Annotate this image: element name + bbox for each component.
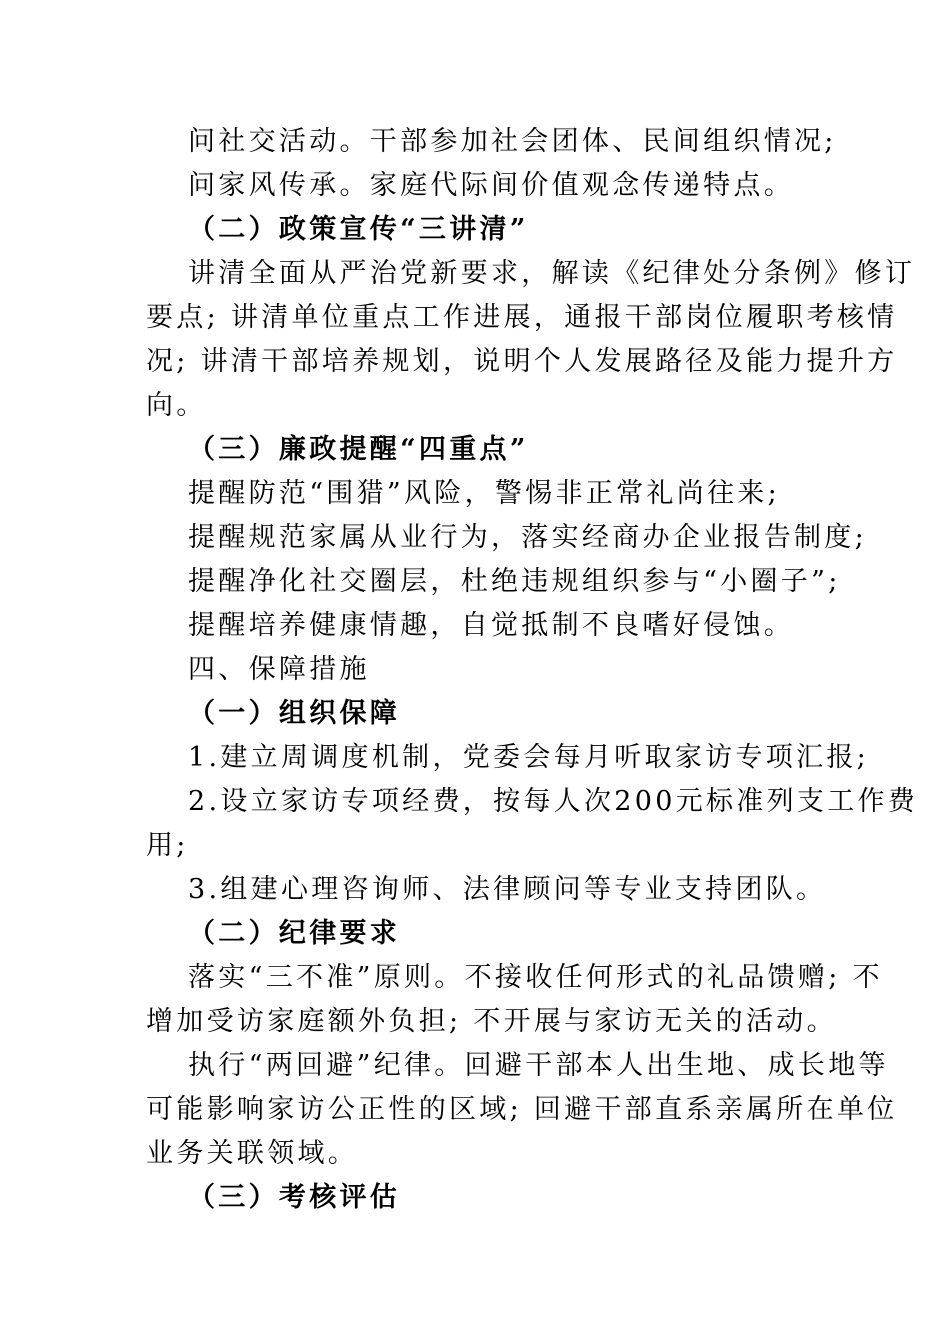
paragraph-line: 可能影响家访公正性的区域; 回避干部直系亲属所在单位 — [146, 1094, 898, 1125]
chapter-heading: 四、保障措施 — [188, 654, 370, 685]
paragraph-line: 提醒规范家属从业行为，落实经商办企业报告制度; — [188, 522, 867, 553]
paragraph-line: 况; 讲清干部培养规划，说明个人发展路径及能力提升方 — [146, 346, 898, 377]
paragraph-line: 提醒净化社交圈层，杜绝违规组织参与“小圈子”; — [188, 566, 841, 597]
list-item: 3.组建心理咨询师、法律顾问等专业支持团队。 — [188, 874, 827, 905]
paragraph-line: 落实“三不准”原则。不接收任何形式的礼品馈赠; 不 — [188, 962, 883, 993]
paragraph-line: 问家风传承。家庭代际间价值观念传递特点。 — [188, 170, 794, 201]
section-heading: （二）政策宣传“三讲清” — [188, 214, 529, 245]
section-heading: （一）组织保障 — [188, 698, 401, 729]
paragraph-line: 业务关联领域。 — [146, 1138, 359, 1169]
paragraph-line: 讲清全面从严治党新要求，解读《纪律处分条例》修订 — [188, 258, 916, 289]
list-item: 1.建立周调度机制，党委会每月听取家访专项汇报; — [188, 742, 870, 773]
paragraph-line: 执行“两回避”纪律。回避干部本人出生地、成长地等 — [188, 1050, 889, 1081]
section-heading: （三）考核评估 — [188, 1182, 401, 1213]
paragraph-line: 提醒防范“围猎”风险，警惕非正常礼尚往来; — [188, 478, 781, 509]
section-heading: （三）廉政提醒“四重点” — [188, 434, 529, 465]
paragraph-line: 问社交活动。干部参加社会团体、民间组织情况; — [188, 126, 837, 157]
list-item: 2.设立家访专项经费，按每人次200元标准列支工作费 — [188, 786, 919, 817]
section-heading: （二）纪律要求 — [188, 918, 401, 949]
paragraph-line: 增加受访家庭额外负担; 不开展与家访无关的活动。 — [146, 1006, 837, 1037]
paragraph-line: 提醒培养健康情趣，自觉抵制不良嗜好侵蚀。 — [188, 610, 794, 641]
list-item-continuation: 用; — [146, 830, 189, 861]
paragraph-line: 要点; 讲清单位重点工作进展，通报干部岗位履职考核情 — [146, 302, 898, 333]
paragraph-line: 向。 — [146, 390, 207, 421]
